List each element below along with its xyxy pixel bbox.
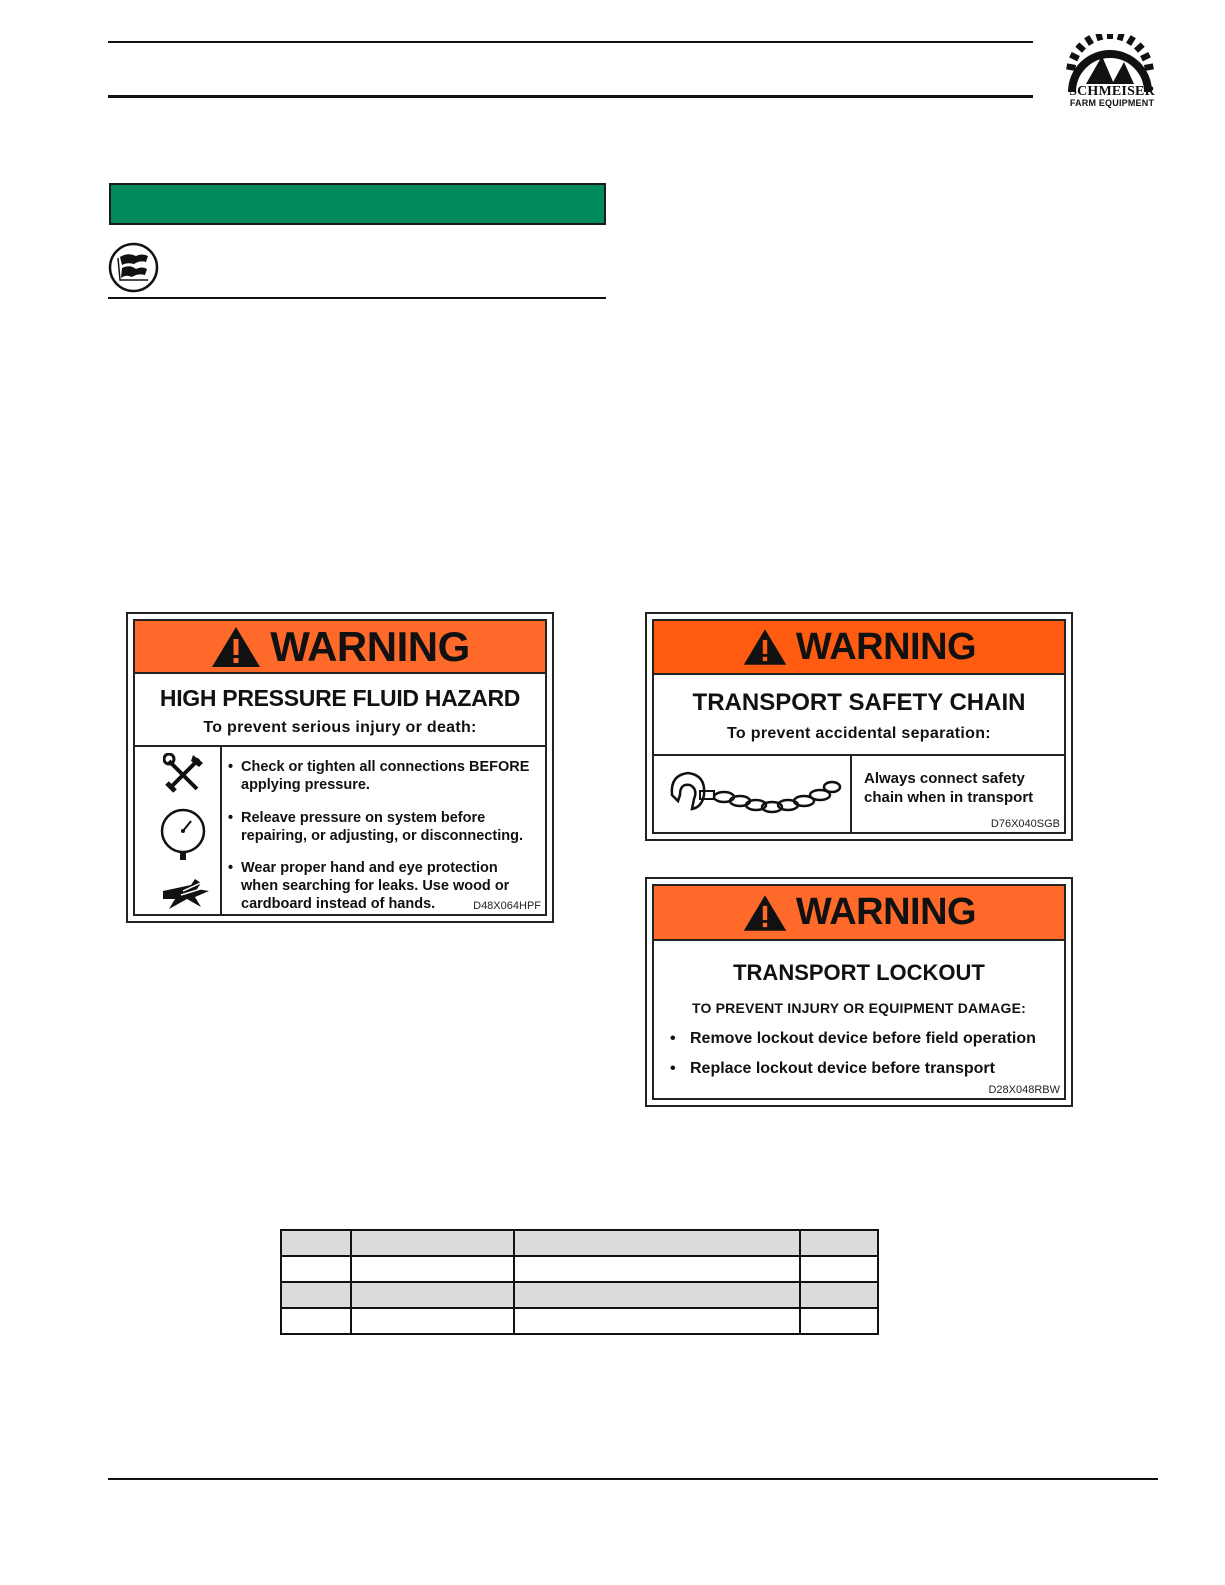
warning-band — [654, 886, 1064, 941]
table-cell — [351, 1308, 514, 1334]
warning-triangle-icon — [210, 625, 262, 669]
table-cell — [514, 1282, 800, 1308]
decal-subtitle: To prevent accidental separation: — [727, 725, 991, 742]
pressure-gauge-icon — [158, 807, 208, 861]
bullet-line: Remove lockout device before field operation — [690, 1030, 1036, 1047]
table-cell — [800, 1230, 878, 1256]
table-cell — [514, 1230, 800, 1256]
bullet-line: Check or tighten all connections BEFORE — [241, 759, 530, 775]
table-cell — [281, 1308, 351, 1334]
fluid-jet-hand-icon — [161, 877, 211, 913]
decal-frame — [133, 619, 547, 916]
bullet-line: repairing, or adjusting, or disconnecting. — [241, 828, 523, 844]
table-row — [281, 1308, 878, 1334]
logo-subtitle: FARM EQUIPMENT — [1069, 98, 1155, 108]
section-underline — [108, 297, 606, 299]
signal-word: WARNING — [795, 891, 977, 933]
table-cell — [514, 1308, 800, 1334]
chain-instruction — [864, 769, 1064, 807]
header-bottom-rule — [108, 95, 1033, 98]
instruction-line: Always connect safety — [864, 770, 1025, 787]
bullet-line: applying pressure. — [241, 777, 370, 793]
table-cell — [514, 1256, 800, 1282]
safety-decal-icon — [108, 242, 159, 293]
warning-triangle-icon — [742, 893, 788, 933]
high-pressure-decal — [126, 612, 554, 923]
decal-title: TRANSPORT LOCKOUT — [733, 960, 985, 985]
decal-frame — [652, 619, 1066, 834]
decal-code: D28X048RBW — [988, 1084, 1060, 1096]
decal-column-divider — [850, 754, 852, 832]
decal-subtitle: To prevent serious injury or death: — [203, 719, 477, 736]
decal-frame — [652, 884, 1066, 1100]
bullet-line: Wear proper hand and eye protection — [241, 860, 498, 876]
bullet-line: Releave pressure on system before — [241, 810, 486, 826]
bullet-line: cardboard instead of hands. — [241, 896, 436, 912]
bullet-dot: • — [228, 810, 234, 826]
bullet-item — [670, 1030, 1060, 1048]
tools-icon — [163, 753, 205, 795]
table-row — [281, 1256, 878, 1282]
table-cell — [800, 1282, 878, 1308]
table-cell — [281, 1282, 351, 1308]
safety-chain-decal — [645, 612, 1073, 841]
header-top-rule — [108, 41, 1033, 43]
hook-chain-icon — [664, 765, 844, 825]
table-row — [281, 1282, 878, 1308]
table-cell — [281, 1230, 351, 1256]
section-header-bar — [109, 183, 606, 225]
company-logo — [1062, 34, 1162, 112]
logo-brand: SCHMEISER — [1069, 84, 1155, 99]
decal-column-divider — [220, 745, 222, 914]
warning-band — [135, 621, 545, 674]
decal-title: HIGH PRESSURE FLUID HAZARD — [159, 685, 521, 711]
decal-title: TRANSPORT SAFETY CHAIN — [692, 689, 1026, 716]
footer-rule — [108, 1478, 1158, 1480]
table-cell — [800, 1308, 878, 1334]
bullet-dot: • — [228, 860, 234, 876]
bullet-item — [228, 809, 541, 845]
decal-divider — [654, 754, 1064, 756]
instruction-line: chain when in transport — [864, 789, 1034, 806]
decal-code: D76X040SGB — [990, 818, 1060, 830]
table-header-row — [281, 1230, 878, 1256]
signal-word: WARNING — [270, 622, 470, 670]
table-cell — [800, 1256, 878, 1282]
bullet-dot: • — [670, 1030, 676, 1047]
warning-band — [654, 621, 1064, 675]
bullet-item — [228, 758, 541, 794]
parts-table — [280, 1229, 879, 1335]
bullet-line: Replace lockout device before transport — [690, 1060, 995, 1077]
transport-lockout-decal — [645, 877, 1073, 1107]
signal-word: WARNING — [795, 625, 977, 668]
decal-subtitle: TO PREVENT INJURY OR EQUIPMENT DAMAGE: — [691, 1000, 1027, 1016]
table-cell — [281, 1256, 351, 1282]
decal-code: D48X064HPF — [473, 900, 541, 912]
bullet-dot: • — [228, 759, 234, 775]
bullet-dot: • — [670, 1060, 676, 1077]
bullet-line: when searching for leaks. Use wood or — [241, 878, 510, 894]
table-cell — [351, 1230, 514, 1256]
table-cell — [351, 1256, 514, 1282]
warning-triangle-icon — [742, 627, 788, 667]
table-cell — [351, 1282, 514, 1308]
bullet-item — [670, 1060, 1060, 1078]
decal-divider — [135, 745, 545, 747]
